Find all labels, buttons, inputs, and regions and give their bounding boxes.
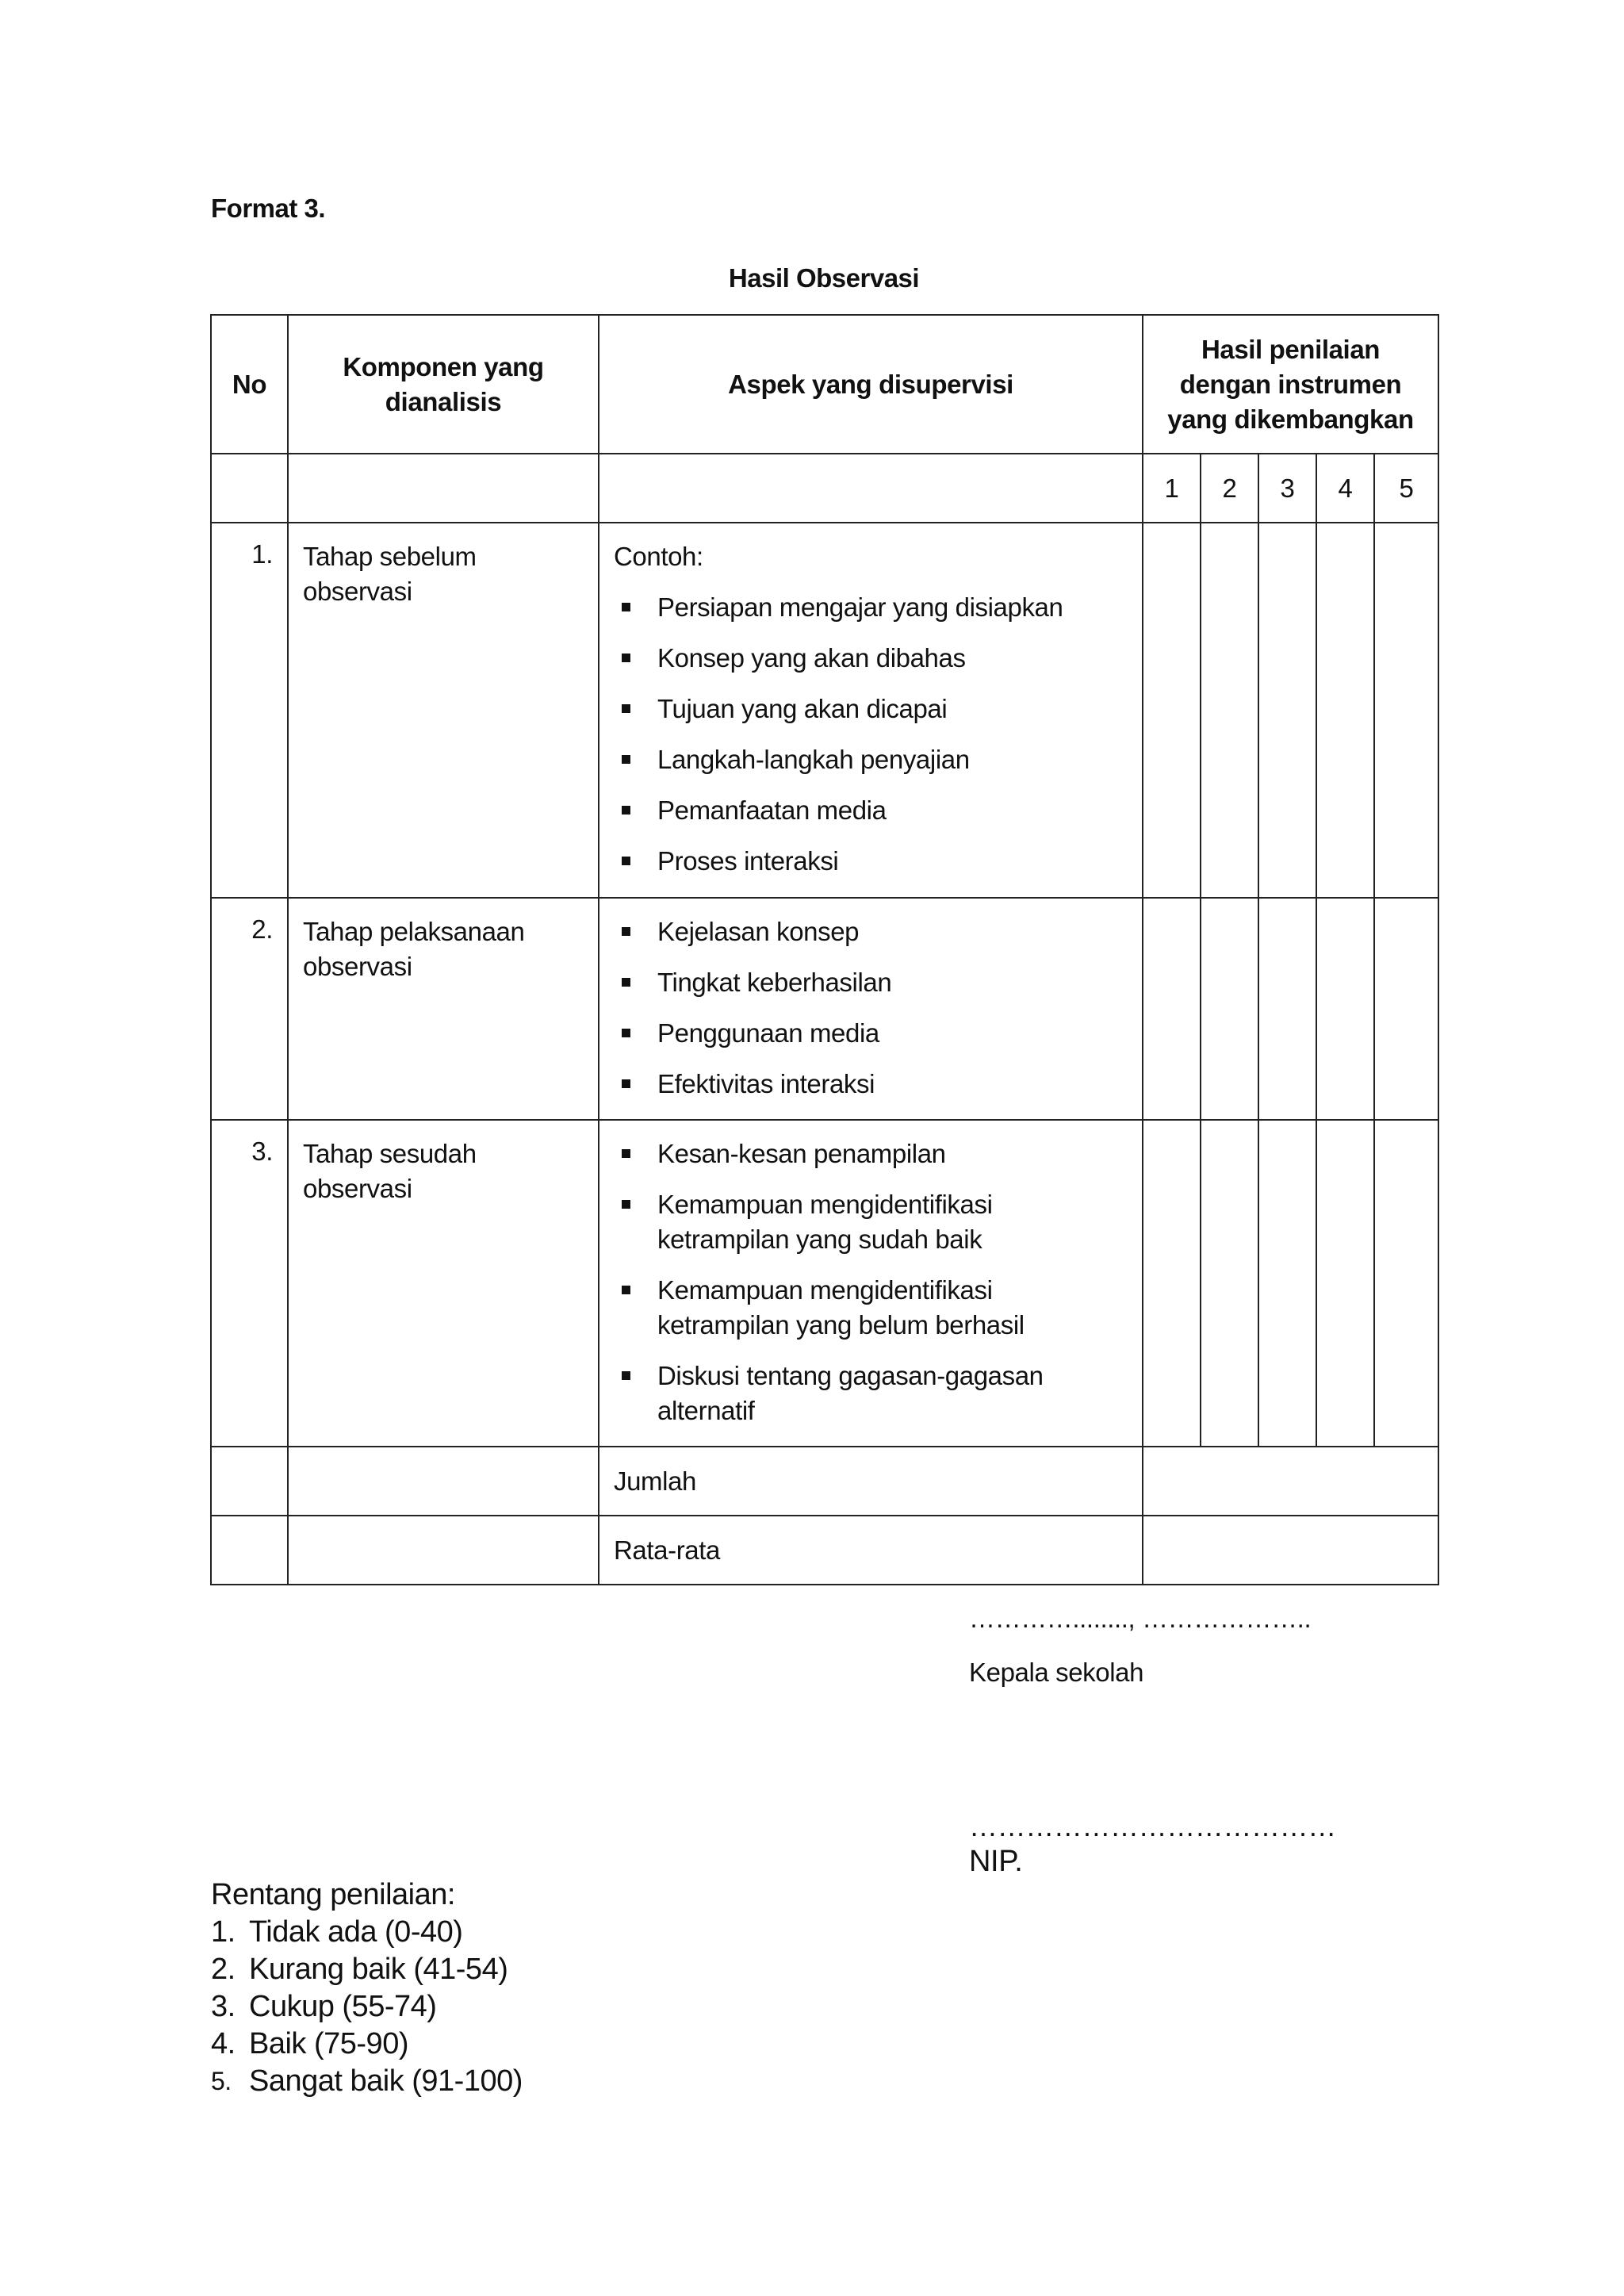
list-item: Proses interaksi bbox=[614, 844, 1128, 879]
empty-cell bbox=[599, 454, 1143, 523]
list-item: Tujuan yang akan dicapai bbox=[614, 692, 1128, 726]
list-item: Penggunaan media bbox=[614, 1016, 1128, 1051]
empty-cell bbox=[211, 454, 288, 523]
list-item bbox=[211, 1988, 523, 2026]
row-number: 1. bbox=[211, 523, 288, 898]
component-name: Tahap sesudah observasi bbox=[288, 1120, 599, 1447]
observation-table bbox=[210, 314, 1439, 1585]
score-cell bbox=[1374, 523, 1438, 898]
score-cell bbox=[1143, 898, 1201, 1120]
aspect-intro: Contoh: bbox=[614, 542, 703, 571]
item-number: 3. bbox=[211, 1990, 236, 2023]
header-aspek: Aspek yang disupervisi bbox=[599, 315, 1143, 454]
score-cell bbox=[1258, 1120, 1316, 1447]
empty-cell bbox=[211, 1516, 288, 1585]
aspect-list bbox=[614, 590, 1128, 879]
item-number: 2. bbox=[211, 1953, 236, 1986]
score-cell bbox=[1201, 898, 1258, 1120]
list-item: Langkah-langkah penyajian bbox=[614, 742, 1128, 777]
empty-cell bbox=[211, 1447, 288, 1516]
list-item: Konsep yang akan dibahas bbox=[614, 641, 1128, 676]
aspect-list-cell bbox=[599, 1120, 1143, 1447]
header-komponen: Komponen yang dianalisis bbox=[288, 315, 599, 454]
signature-place-date: …………........, ……………….. bbox=[969, 1604, 1312, 1633]
score-cell bbox=[1374, 898, 1438, 1120]
aspect-list bbox=[614, 1137, 1128, 1428]
score-cell bbox=[1374, 1120, 1438, 1447]
item-label: Cukup (55-74) bbox=[249, 1990, 437, 2023]
list-item bbox=[211, 1951, 523, 1988]
rating-range bbox=[211, 1876, 523, 2100]
rata-value-cell bbox=[1143, 1516, 1438, 1585]
aspect-list bbox=[614, 914, 1128, 1102]
table-row bbox=[211, 523, 1438, 898]
item-number: 5. bbox=[211, 2067, 232, 2095]
scale-5: 5 bbox=[1374, 454, 1438, 523]
aspect-list-cell bbox=[599, 523, 1143, 898]
item-label: Tidak ada (0-40) bbox=[249, 1915, 463, 1949]
signature-nip: NIP. bbox=[969, 1845, 1023, 1878]
scale-row bbox=[211, 454, 1438, 523]
list-item: Kemampuan mengidentifikasi ketrampilan yang belum berhasil bbox=[614, 1273, 1128, 1343]
document-title: Hasil Observasi bbox=[728, 263, 920, 293]
score-cell bbox=[1143, 1120, 1201, 1447]
item-number: 1. bbox=[211, 1915, 236, 1949]
component-name: Tahap pelaksanaan observasi bbox=[288, 898, 599, 1120]
list-item bbox=[211, 1914, 523, 1951]
table-row bbox=[211, 898, 1438, 1120]
item-label: Baik (75-90) bbox=[249, 2027, 408, 2060]
list-item: Tingkat keberhasilan bbox=[614, 965, 1128, 1000]
score-cell bbox=[1258, 898, 1316, 1120]
score-cell bbox=[1316, 898, 1374, 1120]
header-no: No bbox=[211, 315, 288, 454]
item-number: 4. bbox=[211, 2027, 236, 2060]
item-label: Sangat baik (91-100) bbox=[249, 2064, 523, 2098]
item-label: Kurang baik (41-54) bbox=[249, 1953, 508, 1986]
format-label: Format 3. bbox=[211, 194, 326, 223]
list-item: Diskusi tentang gagasan-gagasan alternatif bbox=[614, 1359, 1128, 1428]
jumlah-label: Jumlah bbox=[599, 1447, 1143, 1516]
empty-cell bbox=[288, 454, 599, 523]
list-item: Pemanfaatan media bbox=[614, 793, 1128, 828]
score-cell bbox=[1143, 523, 1201, 898]
empty-cell bbox=[288, 1447, 599, 1516]
list-item: Persiapan mengajar yang disiapkan bbox=[614, 590, 1128, 625]
score-cell bbox=[1316, 1120, 1374, 1447]
score-cell bbox=[1316, 523, 1374, 898]
score-cell bbox=[1258, 523, 1316, 898]
jumlah-row bbox=[211, 1447, 1438, 1516]
row-number: 3. bbox=[211, 1120, 288, 1447]
empty-cell bbox=[288, 1516, 599, 1585]
table-row bbox=[211, 1120, 1438, 1447]
list-item bbox=[211, 2063, 523, 2100]
signature-name-line: ………………………………… bbox=[969, 1810, 1336, 1842]
rating-range-title: Rentang penilaian: bbox=[211, 1878, 455, 1911]
scale-2: 2 bbox=[1201, 454, 1258, 523]
rata-label: Rata-rata bbox=[599, 1516, 1143, 1585]
score-cell bbox=[1201, 1120, 1258, 1447]
list-item: Efektivitas interaksi bbox=[614, 1067, 1128, 1102]
header-row bbox=[211, 315, 1438, 454]
header-hasil: Hasil penilaian dengan instrumen yang dikembangkan bbox=[1143, 315, 1438, 454]
list-item: Kemampuan mengidentifikasi ketrampilan yang sudah baik bbox=[614, 1187, 1128, 1257]
signature-role: Kepala sekolah bbox=[969, 1658, 1144, 1687]
aspect-list-cell bbox=[599, 898, 1143, 1120]
scale-1: 1 bbox=[1143, 454, 1201, 523]
jumlah-value-cell bbox=[1143, 1447, 1438, 1516]
scale-4: 4 bbox=[1316, 454, 1374, 523]
rata-row bbox=[211, 1516, 1438, 1585]
component-name: Tahap sebelum observasi bbox=[288, 523, 599, 898]
scale-3: 3 bbox=[1258, 454, 1316, 523]
list-item bbox=[211, 2026, 523, 2063]
score-cell bbox=[1201, 523, 1258, 898]
list-item: Kejelasan konsep bbox=[614, 914, 1128, 949]
list-item: Kesan-kesan penampilan bbox=[614, 1137, 1128, 1171]
row-number: 2. bbox=[211, 898, 288, 1120]
